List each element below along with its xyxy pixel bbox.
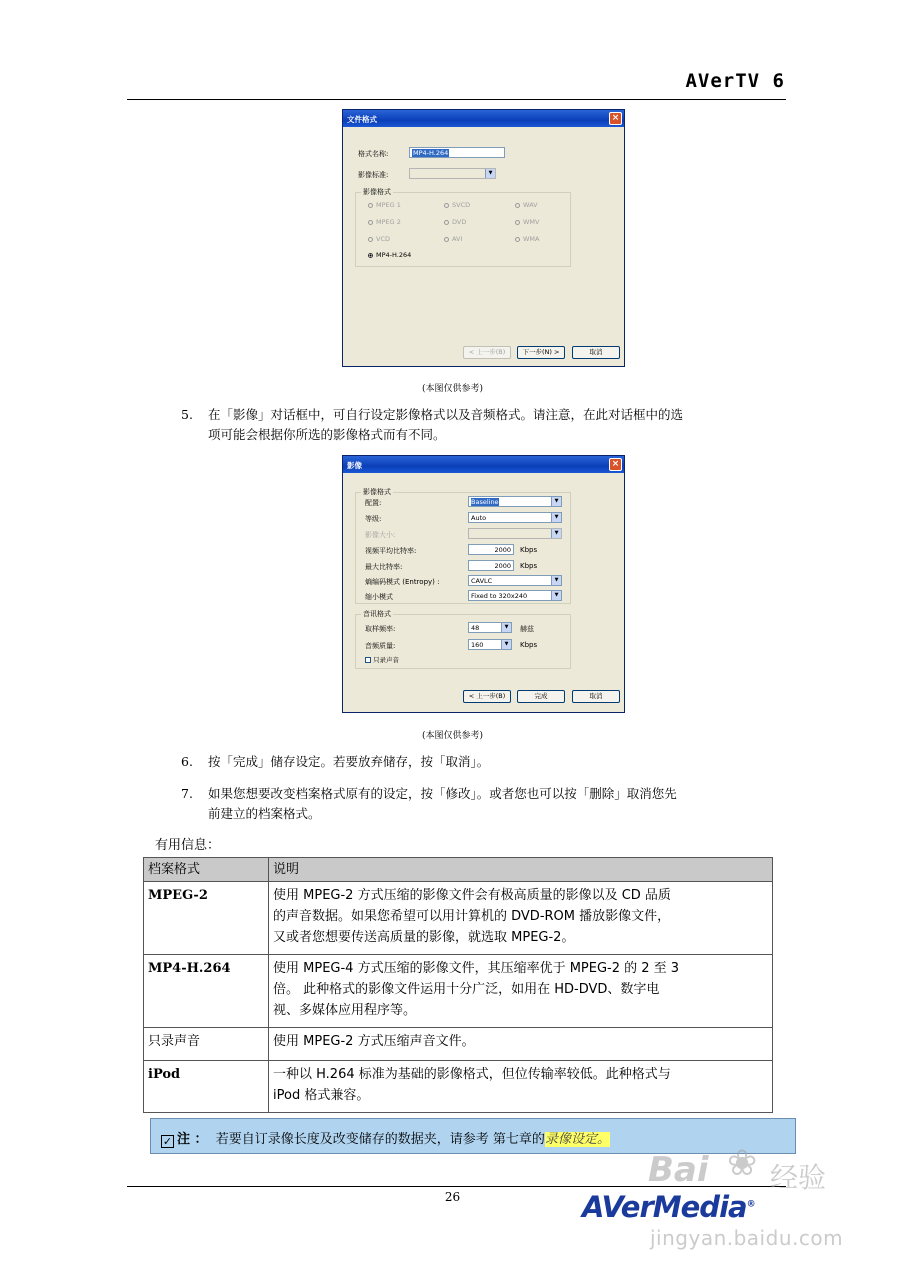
dialog-titlebar: [343, 110, 624, 127]
step-number: 5.: [181, 407, 193, 422]
recording-settings-link[interactable]: 录像设定。: [544, 1132, 610, 1147]
audio-format-group-label: 音讯格式: [363, 610, 391, 618]
audio-only-label: 只录声音: [373, 656, 399, 664]
note-prefix: 注 ：: [177, 1132, 208, 1147]
step-6: [181, 752, 801, 772]
max-bitrate-label: 最大比特率:: [365, 563, 403, 571]
format-name-cell: 只录声音: [144, 1028, 269, 1061]
max-bitrate-input[interactable]: 2000: [468, 560, 514, 571]
profile-value: Baseline: [471, 498, 499, 506]
description-cell: 一种以 H.264 标准为基础的影像格式，但位传输率较低。此种格式与 iPod 格式兼容。: [269, 1061, 773, 1113]
radio-wav[interactable]: WAV: [515, 201, 538, 209]
audio-quality-label: 音频质量:: [365, 642, 396, 650]
video-format-group-label: 影像格式: [363, 488, 391, 496]
useful-info-heading: 有用信息：: [155, 838, 221, 853]
dialog-title: 文件格式: [347, 115, 377, 124]
close-icon[interactable]: ×: [609, 458, 622, 471]
chevron-down-icon: ▼: [551, 497, 561, 506]
chevron-down-icon: ▼: [485, 169, 495, 178]
file-format-dialog: [342, 109, 625, 367]
entropy-select[interactable]: CAVLC ▼: [468, 575, 562, 586]
kbps-unit: Kbps: [520, 562, 538, 570]
watermark-url: jingyan.baidu.com: [650, 1226, 844, 1250]
radio-wma[interactable]: WMA: [515, 235, 539, 243]
step-text-line1: 按「完成」储存设定。若要放弃储存，按「取消」。: [208, 754, 490, 769]
radio-dvd[interactable]: DVD: [444, 218, 466, 226]
radio-mp4-h264[interactable]: MP4-H.264: [368, 251, 411, 259]
step-number: 6.: [181, 754, 193, 769]
format-name-cell: MP4-H.264: [144, 955, 269, 1028]
back-button[interactable]: < 上一步(B): [463, 346, 511, 359]
chevron-down-icon: ▼: [501, 640, 511, 649]
format-name-cell: iPod: [144, 1061, 269, 1113]
column-header-description: 说明: [269, 858, 773, 882]
step-7: [181, 784, 801, 824]
header-rule: [127, 99, 786, 100]
format-name-value: MP4-H.264: [413, 149, 449, 157]
table-row: [144, 955, 773, 1028]
radio-mpeg2[interactable]: MPEG 2: [368, 218, 401, 226]
dialog-titlebar: [343, 456, 624, 473]
chevron-down-icon: ▼: [551, 591, 561, 600]
video-format-group-label: 影像格式: [363, 188, 391, 196]
note-box: [150, 1118, 796, 1154]
dialog-title: 影像: [347, 461, 362, 470]
entropy-label: 熵编码模式 (Entropy) :: [365, 578, 440, 586]
next-button[interactable]: 下一步(N) >: [517, 346, 565, 359]
avermedia-logo: AVerMedia®: [582, 1190, 755, 1224]
radio-vcd[interactable]: VCD: [368, 235, 390, 243]
video-standard-label: 影像标准:: [358, 171, 389, 179]
radio-svcd[interactable]: SVCD: [444, 201, 470, 209]
table-row: [144, 1028, 773, 1061]
figure-caption: (本图仅供参考): [421, 731, 484, 741]
level-label: 等级:: [365, 515, 382, 523]
step-number: 7.: [181, 786, 193, 801]
paw-icon: ❀: [727, 1143, 758, 1184]
audio-quality-select[interactable]: 160 ▼: [468, 639, 512, 650]
table-row: [144, 882, 773, 955]
chevron-down-icon: ▼: [501, 623, 511, 632]
description-cell: 使用 MPEG-2 方式压缩声音文件。: [269, 1028, 773, 1061]
kbps-unit: Kbps: [520, 641, 538, 649]
audio-only-checkbox[interactable]: [365, 655, 399, 664]
kbps-unit: Kbps: [520, 546, 538, 554]
profile-label: 配置:: [365, 499, 382, 507]
figure-caption: (本图仅供参考): [421, 384, 484, 394]
checkbox-icon: ✓: [162, 1135, 173, 1148]
note-text: 若要自订录像长度及改变储存的数据夹，请参考 第七章的: [215, 1132, 545, 1147]
scale-mode-select[interactable]: Fixed to 320x240 ▼: [468, 590, 562, 601]
cancel-button[interactable]: 取消: [572, 690, 620, 703]
table-header-row: [144, 858, 773, 882]
video-size-label: 影像大小:: [365, 531, 396, 539]
format-info-table: [143, 857, 773, 1113]
video-dialog: [342, 455, 625, 713]
profile-select[interactable]: [468, 496, 562, 507]
back-button[interactable]: < 上一步(B): [463, 690, 511, 703]
video-standard-select[interactable]: [409, 168, 496, 179]
format-name-label: 格式名称:: [358, 150, 389, 158]
description-cell: 使用 MPEG-2 方式压缩的影像文件会有极高质量的影像以及 CD 品质 的声音数据。如果您希望可以用计算机的 DVD-ROM 播放影像文件， 又或者您想要传送高质量的影像，就选取 MPEG-2。: [269, 882, 773, 955]
cancel-button[interactable]: 取消: [572, 346, 620, 359]
radio-wmv[interactable]: WMV: [515, 218, 539, 226]
sample-rate-select[interactable]: 48 ▼: [468, 622, 512, 633]
document-header-title: AVerTV 6: [685, 70, 785, 92]
hertz-unit: 赫兹: [520, 625, 534, 633]
avg-bitrate-input[interactable]: 2000: [468, 544, 514, 555]
step-text-line1: 如果您想要改变档案格式原有的设定，按「修改」。或者您也可以按「删除」取消您先: [208, 786, 677, 801]
avg-bitrate-label: 视频平均比特率:: [365, 547, 417, 555]
finish-button[interactable]: 完成: [517, 690, 565, 703]
step-5: [181, 405, 801, 445]
radio-mpeg1[interactable]: MPEG 1: [368, 201, 401, 209]
description-cell: 使用 MPEG-4 方式压缩的影像文件，其压缩率优于 MPEG-2 的 2 至 3 倍。 此种格式的影像文件运用十分广泛，如用在 HD-DVD、数字电 视、多媒体应用程序等。: [269, 955, 773, 1028]
level-select[interactable]: [468, 512, 562, 523]
video-size-select[interactable]: [468, 528, 562, 539]
chevron-down-icon: ▼: [551, 576, 561, 585]
table-row: [144, 1061, 773, 1113]
chevron-down-icon: ▼: [551, 513, 561, 522]
level-value: Auto: [471, 514, 487, 522]
close-icon[interactable]: ×: [609, 112, 622, 125]
radio-avi[interactable]: AVI: [444, 235, 462, 243]
step-text-line1: 在「影像」对话框中，可自行设定影像格式以及音频格式。请注意，在此对话框中的选: [208, 407, 684, 422]
sample-rate-label: 取样频率:: [365, 625, 396, 633]
watermark-bai: Bai: [648, 1150, 709, 1190]
step-text-line2: 前建立的档案格式。: [208, 806, 321, 821]
format-name-cell: MPEG-2: [144, 882, 269, 955]
watermark-jingyan-cn: 经验: [770, 1161, 827, 1194]
column-header-format: 档案格式: [144, 858, 269, 882]
chevron-down-icon: ▼: [551, 529, 561, 538]
page-number: 26: [444, 1190, 461, 1204]
step-text-line2: 项可能会根据你所选的影像格式而有不同。: [208, 427, 446, 442]
scale-mode-label: 缩小模式: [365, 593, 393, 601]
format-name-input[interactable]: [409, 147, 505, 158]
